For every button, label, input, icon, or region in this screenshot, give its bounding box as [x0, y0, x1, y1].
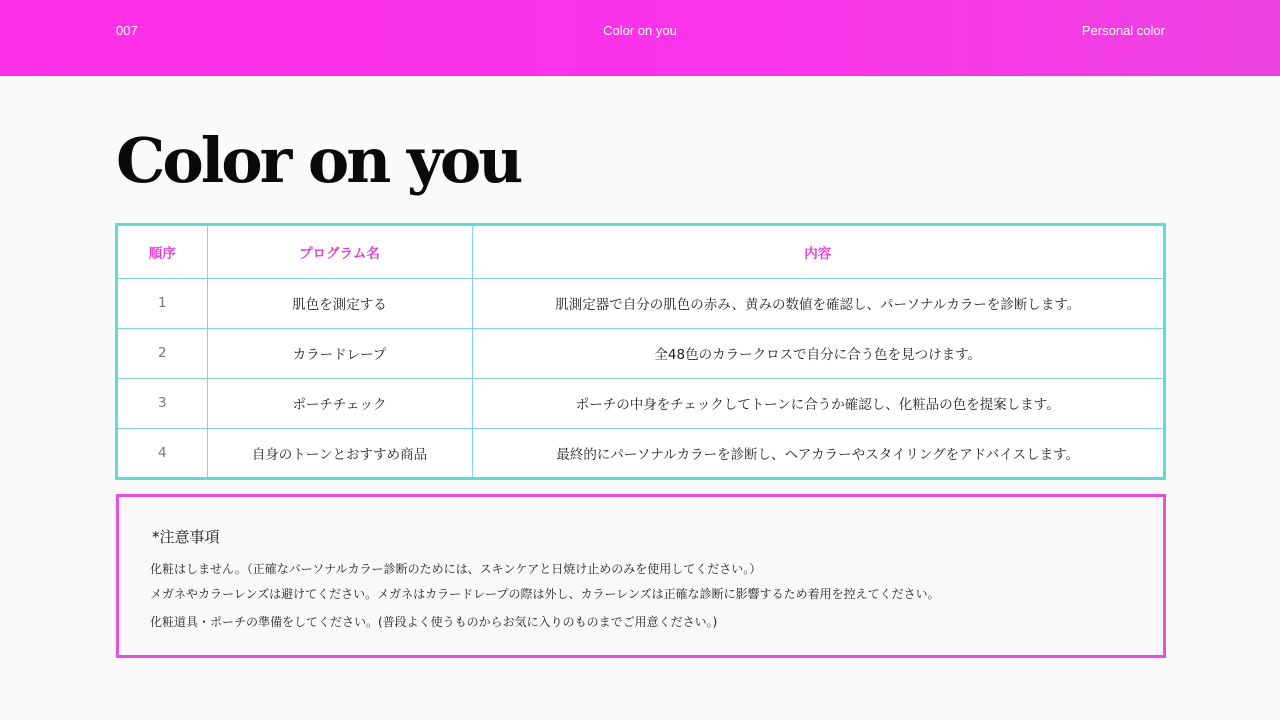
- row-order: 2: [118, 328, 207, 378]
- row-program: カラードレープ: [207, 328, 472, 378]
- notes-heading: *注意事項: [152, 528, 220, 546]
- table-row: [118, 378, 1163, 428]
- header-content: 内容: [472, 226, 1163, 278]
- row-program: 肌色を測定する: [207, 278, 472, 328]
- note-line: 化粧はしません。（正確なパーソナルカラー診断のためには、スキンケアと日焼け止めのみを使用してください。）: [150, 562, 762, 576]
- notes-box: [116, 494, 1166, 658]
- row-order: 1: [118, 278, 207, 328]
- table-row: [118, 328, 1163, 378]
- page-number: 007: [116, 23, 138, 38]
- row-program: ポーチチェック: [207, 378, 472, 428]
- program-table: [115, 223, 1166, 480]
- table-row: [118, 278, 1163, 328]
- header-label: Personal color: [1081, 23, 1165, 38]
- header-program: プログラム名: [207, 226, 472, 278]
- note-line: 化粧道具・ポーチの準備をしてください。(普段よく使うものからお気に入りのものまでご用意ください。): [150, 615, 718, 629]
- table-row: [118, 428, 1163, 477]
- row-content: 肌測定器で自分の肌色の赤み、黄みの数値を確認し、パーソナルカラーを診断します。: [472, 278, 1163, 328]
- row-order: 4: [118, 428, 207, 477]
- row-program: 自身のトーンとおすすめ商品: [207, 428, 472, 477]
- row-content: ポーチの中身をチェックしてトーンに合うか確認し、化粧品の色を提案します。: [472, 378, 1163, 428]
- row-order: 3: [118, 378, 207, 428]
- table-header-row: [118, 226, 1163, 278]
- note-line: メガネやカラーレンズは避けてください。メガネはカラードレープの際は外し、カラーレンズは正確な診断に影響するため着用を控えてください。: [150, 587, 940, 601]
- page-title: Color on you: [116, 124, 521, 197]
- header-title: Color on you: [603, 23, 677, 38]
- row-content: 最終的にパーソナルカラーを診断し、ヘアカラーやスタイリングをアドバイスします。: [472, 428, 1163, 477]
- header-order: 順序: [118, 226, 207, 278]
- header-bar: [0, 0, 1280, 76]
- row-content: 全48色のカラークロスで自分に合う色を見つけます。: [472, 328, 1163, 378]
